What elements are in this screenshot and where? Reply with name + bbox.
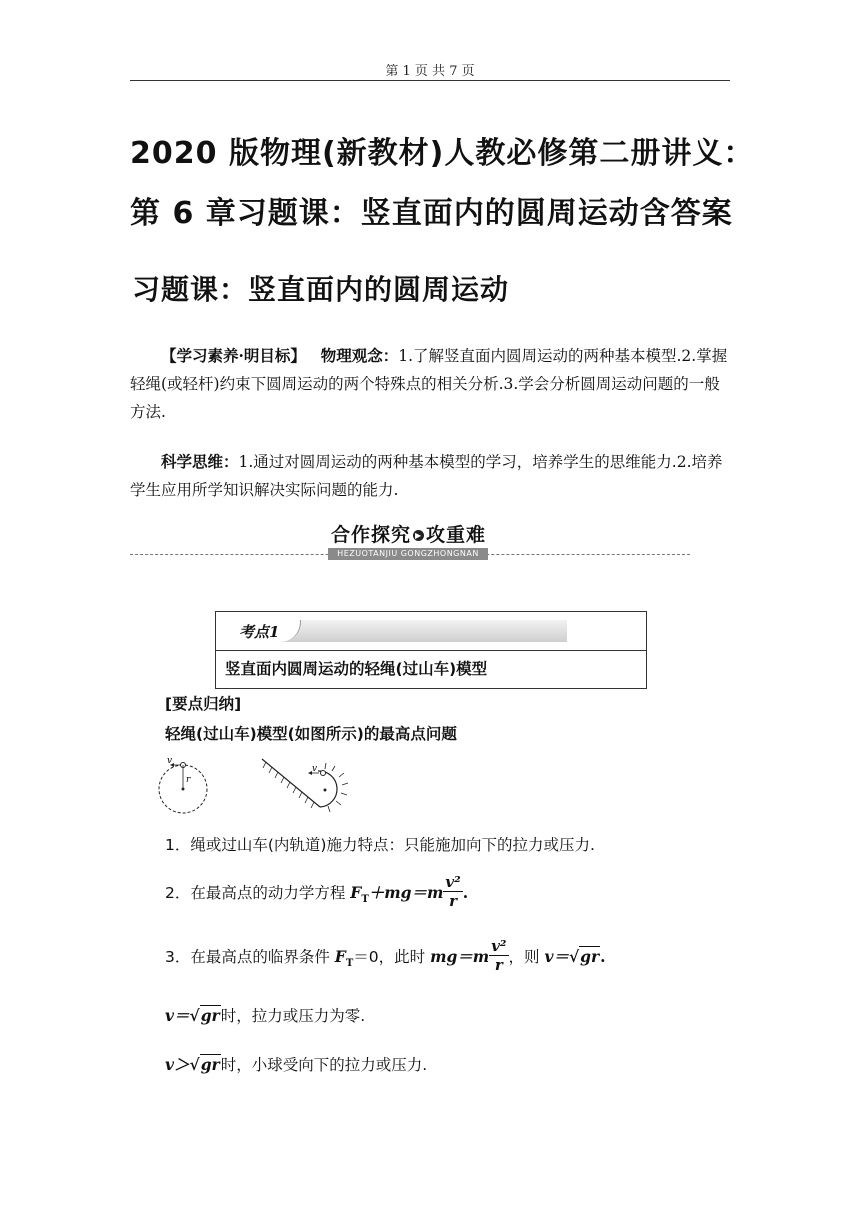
condition-greater: v＞√gr时，小球受向下的拉力或压力. [165,1055,428,1074]
thinking-paragraph [130,448,730,504]
fraction-v2-over-r: $\frac{\text{v²}}{r}$ [491,937,507,974]
banner-title [325,520,492,547]
banner-dot-icon: ▶ [414,531,423,540]
track-velocity-label: v [312,764,318,774]
sqrt-gr: √gr [189,1006,220,1025]
objectives-tag: 【学习素养·明目标】 [161,346,306,365]
point-2: 2．在最高点的动力学方程 $F_T+mg=m$ $\frac{\text{v²}}{r}$ . [165,873,469,910]
radius-label: r [186,775,191,785]
banner-pinyin: HEZUOTANJIU GONGZHONGNAN [328,548,488,560]
point-3: 3．在最高点的临界条件 $F_T=0$，此时 mg＝m $\frac{\text{v²}}{r}$ ，则 v＝√gr. [165,934,606,980]
kaodian-tab [225,620,567,642]
document-title-line-2: 第 6 章习题课：竖直面内的圆周运动含答案 [130,196,733,231]
section-tag: [要点归纳] [165,695,242,713]
kaodian-divider [216,650,646,651]
rope-model-figure [150,755,370,825]
kaodian-heading: 竖直面内圆周运动的轻绳(过山车)模型 [225,660,488,678]
document-title-line-1: 2020 版物理(新教材)人教必修第二册讲义： [130,136,755,171]
objectives-paragraph [130,342,730,426]
section-heading: 轻绳(过山车)模型(如图所示)的最高点问题 [165,725,457,743]
section-banner [130,522,690,566]
page-header: 第 1 页 共 7 页 [385,64,475,79]
track-diagram [262,759,348,812]
point-1: 1．绳或过山车(内轨道)施力特点：只能施加向下的拉力或压力. [165,836,595,854]
thinking-label: 科学思维： [161,452,239,471]
sqrt-gr: √gr [189,1055,220,1074]
concept-text: 1.了解竖直面内圆周运动的两种基本模型.2.掌握轻绳(或轻杆)约束下圆周运动的两个特殊点的相关分析.3.学会分析圆周运动问题的一般方法. [130,347,728,421]
header-rule [130,80,730,81]
kaodian-box [215,611,647,689]
concept-label: 物理观念： [320,346,399,365]
thinking-text: 1.通过对圆周运动的两种基本模型的学习，培养学生的思维能力.2.培养学生应用所学知识解决实际问题的能力. [130,453,723,499]
kaodian-label: 考点1 [239,623,280,641]
banner-title-a: 合作探究 [331,524,412,546]
lesson-subtitle: 习题课：竖直面内的圆周运动 [132,273,510,306]
sqrt-gr: √gr [568,947,600,966]
circle-diagram [159,756,207,813]
banner-title-b: 攻重难 [426,524,487,546]
fraction-v2-over-r: $\frac{\text{v²}}{r}$ [445,873,461,910]
velocity-label: v [167,756,173,766]
condition-equal: v＝√gr时，拉力或压力为零. [165,1006,366,1025]
